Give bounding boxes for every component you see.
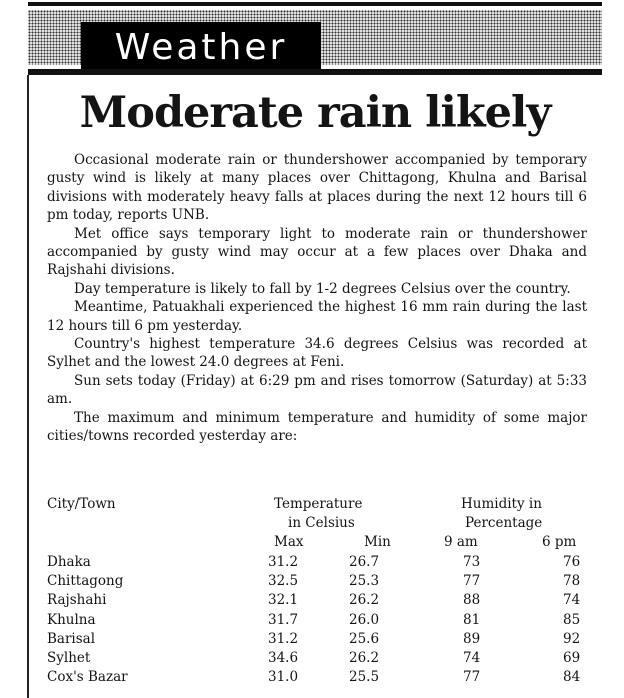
cell-max: 34.6 bbox=[268, 649, 299, 666]
cell-humidity-6pm: 76 bbox=[563, 554, 581, 570]
table-header bbox=[47, 495, 587, 553]
table-row bbox=[47, 649, 587, 668]
cell-max: 32.5 bbox=[268, 573, 299, 590]
cell-humidity-9am: 73 bbox=[463, 554, 481, 570]
cell-humidity-6pm: 92 bbox=[563, 630, 581, 647]
cell-min: 25.5 bbox=[349, 669, 380, 686]
cell-humidity-9am: 89 bbox=[463, 630, 481, 647]
group-header-humidity-unit: Percentage bbox=[465, 515, 543, 531]
col-header-max: Max bbox=[274, 534, 304, 550]
table-row bbox=[47, 668, 587, 687]
group-header-temperature-unit: in Celsius bbox=[288, 515, 355, 531]
paragraph: Meantime, Patuakhali experienced the highest 16 mm rain during the last 12 hours till 6 pm yesterday. bbox=[47, 299, 587, 334]
cell-city: Barisal bbox=[47, 630, 96, 647]
cell-min: 26.0 bbox=[349, 611, 380, 628]
table-row bbox=[47, 553, 587, 572]
table-row bbox=[47, 591, 587, 610]
cell-city: Khulna bbox=[47, 611, 96, 628]
cell-min: 26.2 bbox=[349, 649, 380, 666]
paragraph: Sun sets today (Friday) at 6:29 pm and rises tomorrow (Saturday) at 5:33 am. bbox=[47, 372, 587, 408]
cell-min: 25.3 bbox=[349, 573, 380, 590]
cell-humidity-6pm: 85 bbox=[563, 611, 581, 628]
cell-max: 31.7 bbox=[268, 611, 299, 628]
col-header-min: Min bbox=[364, 534, 391, 550]
cell-max: 31.0 bbox=[268, 669, 299, 686]
cell-max: 31.2 bbox=[268, 554, 299, 570]
article-body bbox=[47, 151, 587, 446]
table-row bbox=[47, 572, 587, 591]
section-label: Weather bbox=[81, 22, 321, 73]
cell-humidity-6pm: 84 bbox=[563, 669, 581, 686]
cell-humidity-9am: 88 bbox=[463, 592, 481, 609]
col-header-6pm: 6 pm bbox=[542, 534, 577, 550]
cell-humidity-9am: 74 bbox=[463, 649, 481, 666]
cell-humidity-6pm: 78 bbox=[563, 573, 581, 590]
cell-city: Cox's Bazar bbox=[47, 669, 128, 686]
headline: Moderate rain likely bbox=[79, 88, 551, 138]
col-header-city: City/Town bbox=[47, 496, 116, 512]
cell-humidity-6pm: 74 bbox=[563, 592, 581, 609]
banner-bottom-rule bbox=[28, 69, 602, 75]
paragraph: Occasional moderate rain or thundershower accompanied by temporary gusty wind is likely at many places over Chittagong, Khulna and Barisal divisions with moderately heavy falls at places during the next 12 hours till 6 pm today, reports UNB. bbox=[47, 152, 587, 224]
section-banner bbox=[28, 10, 602, 68]
group-header-humidity: Humidity in bbox=[461, 496, 542, 512]
cell-humidity-6pm: 69 bbox=[563, 649, 581, 666]
paragraph: Country's highest temperature 34.6 degrees Celsius was recorded at Sylhet and the lowest 24.0 degrees at Feni. bbox=[47, 336, 587, 371]
cell-humidity-9am: 77 bbox=[463, 669, 481, 686]
cell-min: 26.7 bbox=[349, 554, 380, 570]
paragraph: Met office says temporary light to moderate rain or thundershower accompanied by gusty wind may occur at a few places over Dhaka and Rajshahi divisions. bbox=[47, 225, 587, 279]
cell-min: 26.2 bbox=[349, 592, 380, 609]
paragraph: The maximum and minimum temperature and humidity of some major cities/towns recorded yesterday are: bbox=[47, 409, 587, 445]
column-rule bbox=[27, 75, 29, 698]
group-header-temperature: Temperature bbox=[274, 496, 363, 512]
table-row bbox=[47, 611, 587, 630]
weather-table bbox=[47, 495, 587, 687]
cell-city: Dhaka bbox=[47, 554, 91, 570]
paragraph: Day temperature is likely to fall by 1-2 degrees Celsius over the country. bbox=[74, 280, 571, 297]
cell-city: Rajshahi bbox=[47, 592, 107, 609]
cell-min: 25.6 bbox=[349, 630, 380, 647]
cell-humidity-9am: 77 bbox=[463, 573, 481, 590]
cell-humidity-9am: 81 bbox=[463, 611, 481, 628]
cell-max: 32.1 bbox=[268, 592, 299, 609]
top-rule bbox=[28, 2, 602, 6]
cell-city: Sylhet bbox=[47, 649, 91, 666]
cell-city: Chittagong bbox=[47, 573, 124, 590]
cell-max: 31.2 bbox=[268, 630, 299, 647]
table-row bbox=[47, 630, 587, 649]
col-header-9am: 9 am bbox=[444, 534, 478, 550]
